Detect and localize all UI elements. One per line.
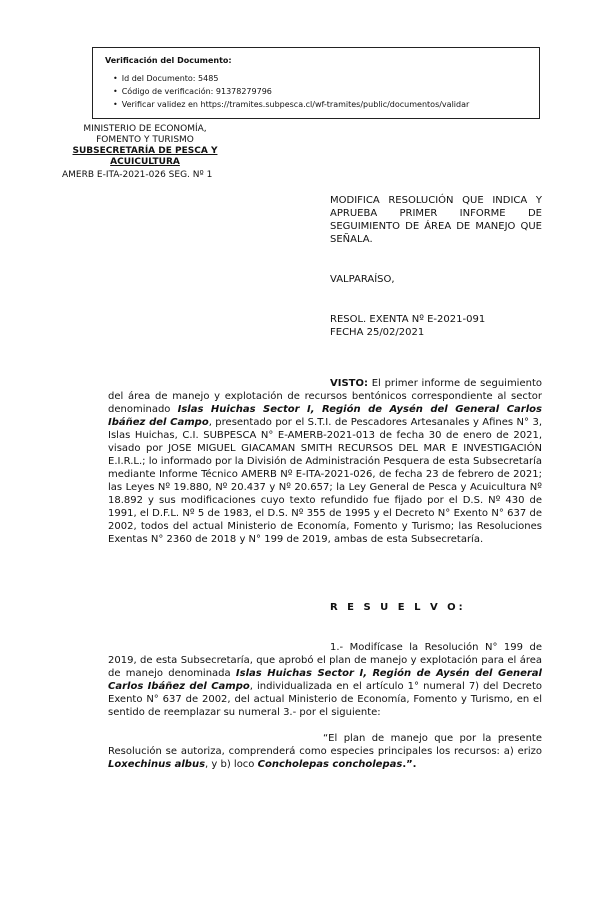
city: VALPARAÍSO,: [330, 274, 395, 285]
subsecretaria-line-2: ACUICULTURA: [110, 157, 180, 167]
species-2: Concholepas concholepas: [257, 759, 403, 770]
visto-paragraph: [108, 377, 542, 546]
verification-title: Verificación del Documento:: [105, 56, 232, 65]
quote-text-1: “El plan de manejo que por la presente Resolución se autoriza, comprenderá como especies principales los recursos: a) erizo: [108, 733, 542, 757]
visto-text-1: El primer informe de seguimiento del área de manejo y explotación de recursos bentónicos correspondiente al sector denominado: [108, 378, 542, 415]
quote-text-2: , y b) loco: [205, 759, 258, 770]
resuelvo-heading: R E S U E L V O:: [330, 602, 466, 613]
point-1-sector: Islas Huichas Sector I, Región de Aysén del General Carlos Ibáñez del Campo: [108, 668, 542, 692]
visto-text-2: , presentado por el S.T.I. de Pescadores Artesanales y Afines N° 3, Islas Huichas, C.I. SUBPESCA N° E-AMERB-2021-013 de fecha 30 de enero de 2021, visado por JOSE MIGUEL GIACAMAN SMITH RECURSOS DEL MAR E INVESTIGACIÓN E.I.R.L.; lo informado por la División de Administración Pesquera de esta Subsecretaría mediante Informe Técnico AMERB Nº E-ITA-2021-026, de fecha 23 de febrero de 2021; las Leyes Nº 19.880, Nº 20.437 y Nº 20.657; la Ley General de Pesca y Acuicultura Nº 18.892 y sus modificaciones cuyo texto refundido fue fijado por el D.S. Nº 430 de 1991, el D.F.L. Nº 5 de 1983, el D.S. Nº 355 de 1995 y el Decreto N° Exento N° 637 de 2002, todos del actual Ministerio de Economía, Fomento y Turismo; las Resoluciones Exentas N° 2360 de 2018 y N° 199 de 2019, ambas de esta Subsecretaría.: [108, 417, 542, 545]
point-1-text-1: 1.- Modifícase la Resolución N° 199 de 2019, de esta Subsecretaría, que aprobó el plan de manejo y explotación para el área de manejo denominada: [108, 642, 542, 679]
reference-code: AMERB E-ITA-2021-026 SEG. Nº 1: [62, 170, 213, 180]
ministry-line-2: FOMENTO Y TURISMO: [96, 135, 194, 145]
ministry-line-1: MINISTERIO DE ECONOMÍA,: [83, 124, 207, 134]
quote-paragraph: [108, 732, 542, 771]
resolution-date: FECHA 25/02/2021: [330, 327, 425, 338]
resolution-number: RESOL. EXENTA Nº E-2021-091: [330, 314, 486, 325]
visto-label: VISTO:: [330, 378, 368, 389]
verification-code: • Código de verificación: 91378279796: [113, 87, 539, 97]
visto-sector: Islas Huichas Sector I, Región de Aysén del General Carlos Ibáñez del Campo: [108, 404, 542, 428]
verification-document-id: • Id del Documento: 5485: [113, 74, 539, 84]
species-1: Loxechinus albus: [108, 759, 206, 770]
verification-url[interactable]: • Verificar validez en https://tramites.subpesca.cl/wf-tramites/public/documentos/validar: [113, 100, 539, 110]
point-1-text-2: , individualizada en el artículo 1° numeral 7) del Decreto Exento N° 637 de 2002, del actual Ministerio de Economía, Fomento y Turismo, en el sentido de reemplazar su numeral 3.- por el siguiente:: [108, 681, 542, 718]
quote-text-3: .”.: [402, 759, 417, 770]
resolution-subject: MODIFICA RESOLUCIÓN QUE INDICA Y APRUEBA PRIMER INFORME DE SEGUIMIENTO DE ÁREA DE MANEJO QUE SEÑALA.: [330, 195, 542, 245]
point-1-paragraph: [108, 641, 542, 719]
verification-list: [105, 74, 539, 110]
resolution-info: [330, 313, 485, 339]
ministry-header: [55, 124, 235, 168]
verification-box: [92, 47, 540, 119]
subsecretaria-line-1: SUBSECRETARÍA DE PESCA Y: [72, 146, 218, 156]
